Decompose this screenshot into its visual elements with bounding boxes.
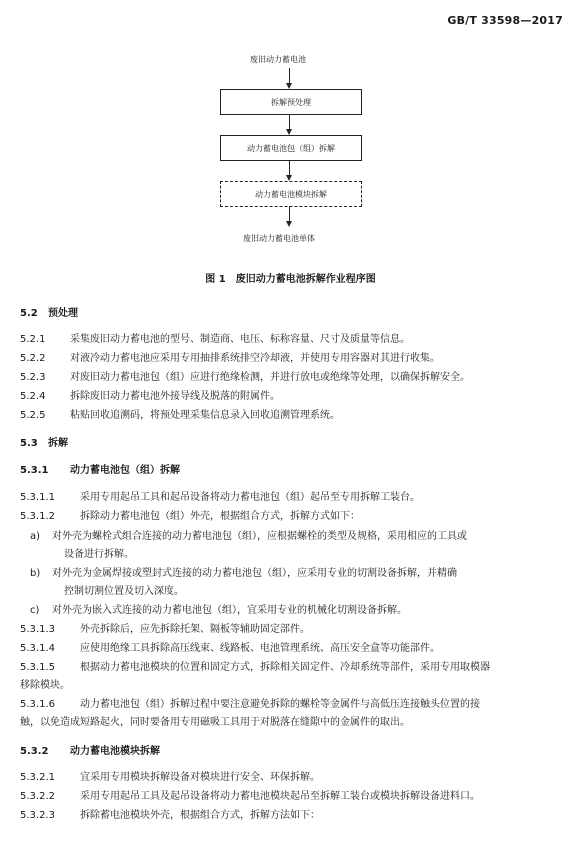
clause-text: 粘贴回收追溯码，将预处理采集信息录入回收追溯管理系统。 (70, 410, 340, 421)
section-number: 5.3.2 (20, 746, 49, 757)
clause-5-3-1-1 (20, 491, 565, 504)
clause-text: 拆除动力蓄电池包（组）外壳，根据组合方式，拆解方式如下： (80, 511, 360, 522)
clause-text: 对液冷动力蓄电池应采用专用抽排系统排空冷却液，并使用专用容器对其进行收集。 (70, 353, 440, 364)
list-item-a (30, 530, 467, 543)
clause-text: 采用专用起吊工具及起吊设备将动力蓄电池模块起吊至拆解工装台或模块拆解设备进料口。 (80, 791, 480, 802)
flow-connector (289, 68, 290, 84)
clause-text: 采用专用起吊工具和起吊设备将动力蓄电池包（组）起吊至专用拆解工装台。 (80, 492, 420, 503)
list-text: 对外壳为嵌入式连接的动力蓄电池包（组），宜采用专业的机械化切割设备拆解。 (52, 605, 407, 616)
clause-text: 动力蓄电池包（组）拆解过程中要注意避免拆除的螺栓等金属件与高低压连接触头位置的接 (80, 699, 480, 710)
clause-number: 5.2.2 (20, 353, 46, 364)
section-heading-5-3 (20, 437, 565, 450)
clause-5-2-4 (20, 390, 565, 403)
section-number: 5.3.1 (20, 465, 49, 476)
flow-top-label: 废旧动力蓄电池 (250, 55, 306, 64)
flow-box-pack-disassembly (220, 135, 362, 161)
section-title: 动力蓄电池包（组）拆解 (70, 465, 180, 476)
clause-5-2-3 (20, 371, 565, 384)
flow-arrow-icon (286, 221, 292, 227)
section-heading-5-3-1 (20, 464, 565, 477)
clause-number: 5.2.1 (20, 334, 46, 345)
section-title: 拆解 (48, 438, 68, 449)
clause-5-2-5 (20, 409, 565, 422)
clause-5-3-2-3 (20, 809, 565, 822)
list-text: 对外壳为金属焊接或塑封式连接的动力蓄电池包（组），应采用专业的切割设备拆解，并精确 (52, 568, 457, 579)
clause-5-2-2 (20, 352, 565, 365)
clause-number: 5.3.1.2 (20, 511, 55, 522)
list-item-c (30, 604, 407, 617)
clause-number: 5.2.4 (20, 391, 46, 402)
clause-5-3-1-5 (20, 661, 565, 674)
clause-number: 5.3.2.1 (20, 772, 55, 783)
list-marker: c) (30, 605, 40, 616)
clause-number: 5.2.5 (20, 410, 46, 421)
clause-text: 外壳拆除后，应先拆除托架、隔板等辅助固定部件。 (80, 624, 310, 635)
clause-5-3-1-2 (20, 510, 565, 523)
list-item-a-continued: 设备进行拆解。 (64, 549, 134, 560)
standard-number: GB/T 33598—2017 (447, 14, 563, 27)
flow-connector (289, 114, 290, 130)
clause-text: 拆除蓄电池模块外壳，根据组合方式，拆解方法如下： (80, 810, 320, 821)
clause-number: 5.3.1.5 (20, 662, 55, 673)
clause-5-3-1-6-continued: 触，以免造成短路起火，同时要备用专用磁吸工具用于对脱落在缝隙中的金属件的取出。 (20, 717, 410, 728)
list-item-b-continued: 控制切割位置及切入深度。 (64, 586, 184, 597)
flow-box-pretreatment (220, 89, 362, 115)
clause-number: 5.3.1.6 (20, 699, 55, 710)
clause-number: 5.2.3 (20, 372, 46, 383)
list-item-b (30, 567, 457, 580)
clause-text: 宜采用专用模块拆解设备对模块进行安全、环保拆解。 (80, 772, 320, 783)
clause-number: 5.3.1.4 (20, 643, 55, 654)
clause-5-3-1-5-continued: 移除模块。 (20, 680, 70, 691)
figure-caption: 图 1 废旧动力蓄电池拆解作业程序图 (205, 274, 376, 285)
flow-connector (289, 160, 290, 176)
flow-box-module-disassembly (220, 181, 362, 207)
clause-number: 5.3.2.3 (20, 810, 55, 821)
clause-5-3-2-1 (20, 771, 565, 784)
flow-bottom-label: 废旧动力蓄电池单体 (243, 234, 315, 243)
clause-5-3-1-3 (20, 623, 565, 636)
clause-5-3-1-6 (20, 698, 565, 711)
section-number: 5.2 (20, 308, 38, 319)
flowchart (0, 0, 581, 260)
clause-number: 5.3.1.1 (20, 492, 55, 503)
section-title: 预处理 (48, 308, 78, 319)
section-heading-5-2 (20, 307, 565, 320)
clause-text: 应使用绝缘工具拆除高压线束、线路板、电池管理系统、高压安全盒等功能部件。 (80, 643, 440, 654)
clause-5-3-1-4 (20, 642, 565, 655)
flow-connector (289, 206, 290, 222)
list-marker: b) (30, 568, 41, 579)
section-number: 5.3 (20, 438, 38, 449)
list-marker: a) (30, 531, 41, 542)
clause-text: 根据动力蓄电池模块的位置和固定方式，拆除相关固定件、冷却系统等部件，采用专用取模器 (80, 662, 490, 673)
section-heading-5-3-2 (20, 745, 565, 758)
clause-number: 5.3.2.2 (20, 791, 55, 802)
clause-text: 采集废旧动力蓄电池的型号、制造商、电压、标称容量、尺寸及质量等信息。 (70, 334, 410, 345)
clause-text: 对废旧动力蓄电池包（组）应进行绝缘检测，并进行放电或绝缘等处理，以确保拆解安全。 (70, 372, 470, 383)
flow-box-label: 拆解预处理 (271, 97, 311, 107)
clause-text: 拆除废旧动力蓄电池外接导线及脱落的附属件。 (70, 391, 280, 402)
list-text: 对外壳为螺栓式组合连接的动力蓄电池包（组），应根据螺栓的类型及规格，采用相应的工具或 (52, 531, 467, 542)
clause-number: 5.3.1.3 (20, 624, 55, 635)
flow-box-label: 动力蓄电池包（组）拆解 (247, 143, 335, 153)
section-title: 动力蓄电池模块拆解 (70, 746, 160, 757)
clause-5-2-1 (20, 333, 565, 346)
flow-box-label: 动力蓄电池模块拆解 (255, 189, 327, 199)
clause-5-3-2-2 (20, 790, 565, 803)
